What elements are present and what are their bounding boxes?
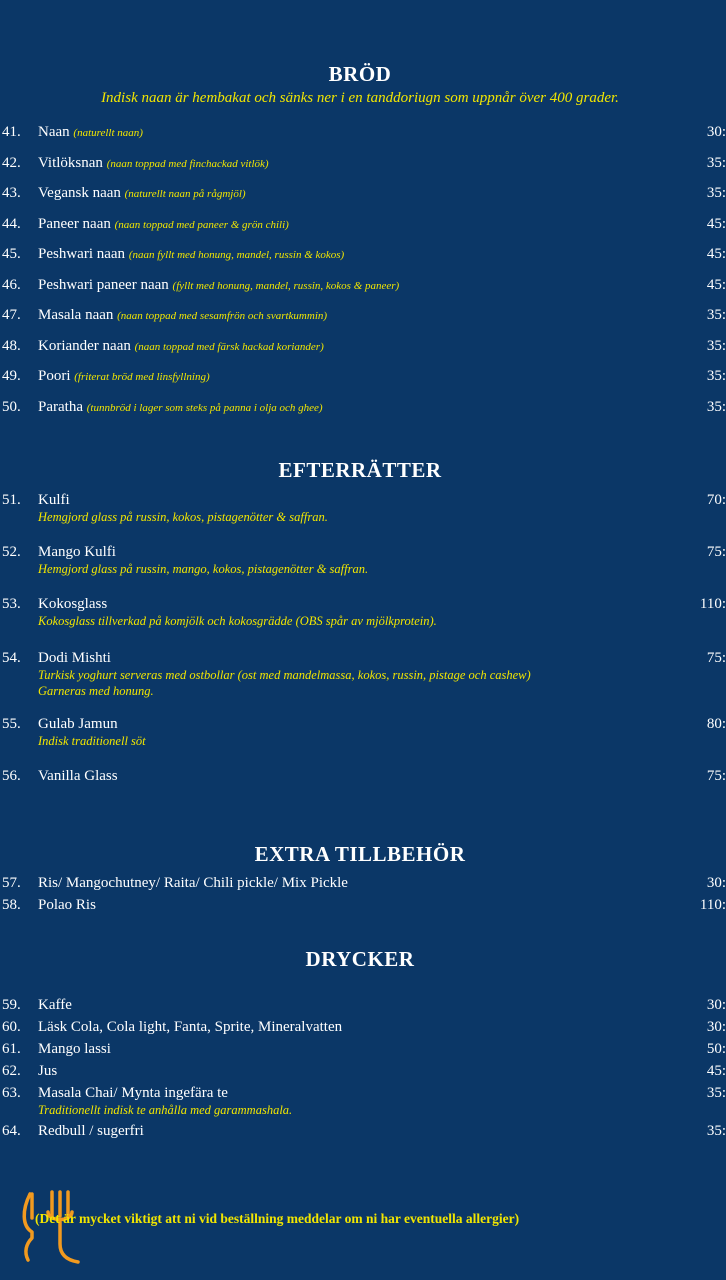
item-name: Dodi Mishti (38, 650, 111, 666)
section-subtitle-brod: Indisk naan är hembakat och sänks ner i en tanddoriugn som uppnår över 400 grader. (101, 90, 619, 106)
item-number: 49. (2, 368, 21, 384)
item-description: (fyllt med honung, mandel, russin, kokos & paneer) (172, 280, 400, 292)
item-price: 30: (706, 1019, 726, 1035)
menu-item (0, 1019, 726, 1039)
section-title-extra: EXTRA TILLBEHÖR (254, 842, 466, 866)
item-description: (friterat bröd med linsfyllning) (74, 371, 210, 383)
item-number: 50. (2, 399, 21, 415)
menu-item (0, 368, 726, 388)
item-number: 41. (2, 124, 21, 140)
item-number: 48. (2, 338, 21, 354)
item-name-line (38, 338, 324, 355)
item-number: 43. (2, 185, 21, 201)
item-name-line (38, 185, 246, 202)
item-description: (naan toppad med finchackad vitlök) (106, 158, 269, 170)
item-name-line (38, 277, 399, 294)
item-price: 75: (706, 650, 726, 666)
item-description: (naan toppad med sesamfrön och svartkummin) (117, 310, 328, 322)
menu-item (0, 216, 726, 236)
item-price: 80: (706, 716, 726, 732)
item-price: 30: (706, 997, 726, 1013)
item-price: 110: (699, 897, 726, 913)
cutlery-logo-icon (18, 1188, 88, 1273)
item-name: Peshwari paneer naan (38, 277, 169, 293)
item-name: Läsk Cola, Cola light, Fanta, Sprite, Mineralvatten (38, 1019, 343, 1035)
item-price: 75: (706, 768, 726, 784)
item-name: Mango Kulfi (38, 544, 116, 560)
item-name-line (38, 216, 289, 233)
item-number: 54. (2, 650, 21, 666)
item-name: Poori (38, 368, 71, 384)
item-name: Masala naan (38, 307, 114, 323)
item-price: 70: (706, 492, 726, 508)
item-number: 55. (2, 716, 21, 732)
item-price: 30: (706, 875, 726, 891)
item-name: Mango lassi (38, 1041, 111, 1057)
menu-item (0, 307, 726, 327)
menu-item (0, 897, 726, 917)
item-name: Naan (38, 124, 70, 140)
item-description: (naturellt naan på rågmjöl) (124, 188, 246, 200)
item-name: Ris/ Mangochutney/ Raita/ Chili pickle/ Mix Pickle (38, 875, 348, 891)
menu-item (0, 185, 726, 205)
item-description: (tunnbröd i lager som steks på panna i olja och ghee) (86, 402, 323, 414)
item-number: 45. (2, 246, 21, 262)
item-number: 62. (2, 1063, 21, 1079)
item-description: (naturellt naan) (73, 127, 143, 139)
item-number: 60. (2, 1019, 21, 1035)
item-description: Kokosglass tillverkad på komjölk och kokosgrädde (OBS spår av mjölkprotein). (38, 614, 437, 628)
item-number: 52. (2, 544, 21, 560)
item-name: Vanilla Glass (38, 768, 118, 784)
item-name: Gulab Jamun (38, 716, 118, 732)
item-number: 42. (2, 155, 21, 171)
section-title-brod: BRÖD (328, 62, 392, 86)
item-number: 61. (2, 1041, 21, 1057)
item-description: Traditionellt indisk te anhålla med garammashala. (38, 1103, 293, 1117)
item-name-line (38, 399, 323, 416)
menu-item (0, 124, 726, 144)
item-name-line (38, 246, 344, 263)
item-name: Kulfi (38, 492, 70, 508)
item-price: 35: (706, 307, 726, 323)
menu-item (0, 1041, 726, 1061)
item-number: 63. (2, 1085, 21, 1101)
item-price: 110: (699, 596, 726, 612)
item-description: Turkisk yoghurt serveras med ostbollar (ost med mandelmassa, kokos, russin, pistage och cashew) (38, 668, 531, 682)
section-title-efterratter: EFTERRÄTTER (278, 458, 442, 482)
item-name: Vitlöksnan (38, 155, 103, 171)
item-name: Jus (38, 1063, 58, 1079)
menu-item (0, 1063, 726, 1083)
item-name: Koriander naan (38, 338, 131, 354)
item-price: 35: (706, 399, 726, 415)
menu-item (0, 544, 726, 564)
menu-item (0, 492, 726, 512)
item-price: 35: (706, 368, 726, 384)
allergy-notice: (Det är mycket viktigt att ni vid beställning meddelar om ni har eventuella allergier) (35, 1211, 520, 1226)
item-price: 30: (706, 124, 726, 140)
item-name: Kaffe (38, 997, 72, 1013)
item-price: 45: (706, 1063, 726, 1079)
menu-item (0, 155, 726, 175)
menu-item (0, 596, 726, 616)
item-price: 35: (706, 185, 726, 201)
item-price: 45: (706, 277, 726, 293)
item-number: 44. (2, 216, 21, 232)
item-name-line (38, 155, 269, 172)
item-description: Indisk traditionell söt (38, 734, 146, 748)
menu-item (0, 768, 726, 788)
item-name-line (38, 124, 143, 141)
menu-item (0, 277, 726, 297)
menu-item (0, 399, 726, 419)
menu-item (0, 1085, 726, 1105)
item-price: 35: (706, 338, 726, 354)
item-name: Polao Ris (38, 897, 96, 913)
item-price: 45: (706, 216, 726, 232)
item-description: (naan toppad med färsk hackad koriander) (134, 341, 324, 353)
item-number: 47. (2, 307, 21, 323)
item-name: Paneer naan (38, 216, 111, 232)
menu-item (0, 1123, 726, 1143)
item-number: 51. (2, 492, 21, 508)
item-description: (naan fyllt med honung, mandel, russin & kokos) (128, 249, 345, 261)
item-name: Paratha (38, 399, 83, 415)
item-name: Vegansk naan (38, 185, 121, 201)
item-name-line (38, 307, 327, 324)
menu-item (0, 246, 726, 266)
item-number: 46. (2, 277, 21, 293)
item-name: Masala Chai/ Mynta ingefära te (38, 1085, 228, 1101)
item-description: Hemgjord glass på russin, mango, kokos, pistagenötter & saffran. (38, 562, 369, 576)
item-price: 75: (706, 544, 726, 560)
menu-item (0, 338, 726, 358)
menu-item (0, 650, 726, 670)
item-description: Hemgjord glass på russin, kokos, pistagenötter & saffran. (38, 510, 328, 524)
item-number: 53. (2, 596, 21, 612)
item-price: 45: (706, 246, 726, 262)
item-number: 59. (2, 997, 21, 1013)
item-description: Garneras med honung. (38, 684, 154, 698)
item-name: Peshwari naan (38, 246, 126, 262)
item-price: 35: (706, 155, 726, 171)
item-number: 57. (2, 875, 21, 891)
item-price: 50: (706, 1041, 726, 1057)
menu-item (0, 875, 726, 895)
item-price: 35: (706, 1085, 726, 1101)
item-number: 64. (2, 1123, 21, 1139)
item-name: Kokosglass (38, 596, 108, 612)
item-price: 35: (706, 1123, 726, 1139)
item-name: Redbull / sugerfri (38, 1123, 144, 1139)
item-number: 58. (2, 897, 21, 913)
section-title-drycker: DRYCKER (305, 947, 415, 971)
item-name-line (38, 368, 210, 385)
menu-item (0, 997, 726, 1017)
item-description: (naan toppad med paneer & grön chili) (114, 219, 289, 231)
menu-item (0, 716, 726, 736)
item-number: 56. (2, 768, 21, 784)
